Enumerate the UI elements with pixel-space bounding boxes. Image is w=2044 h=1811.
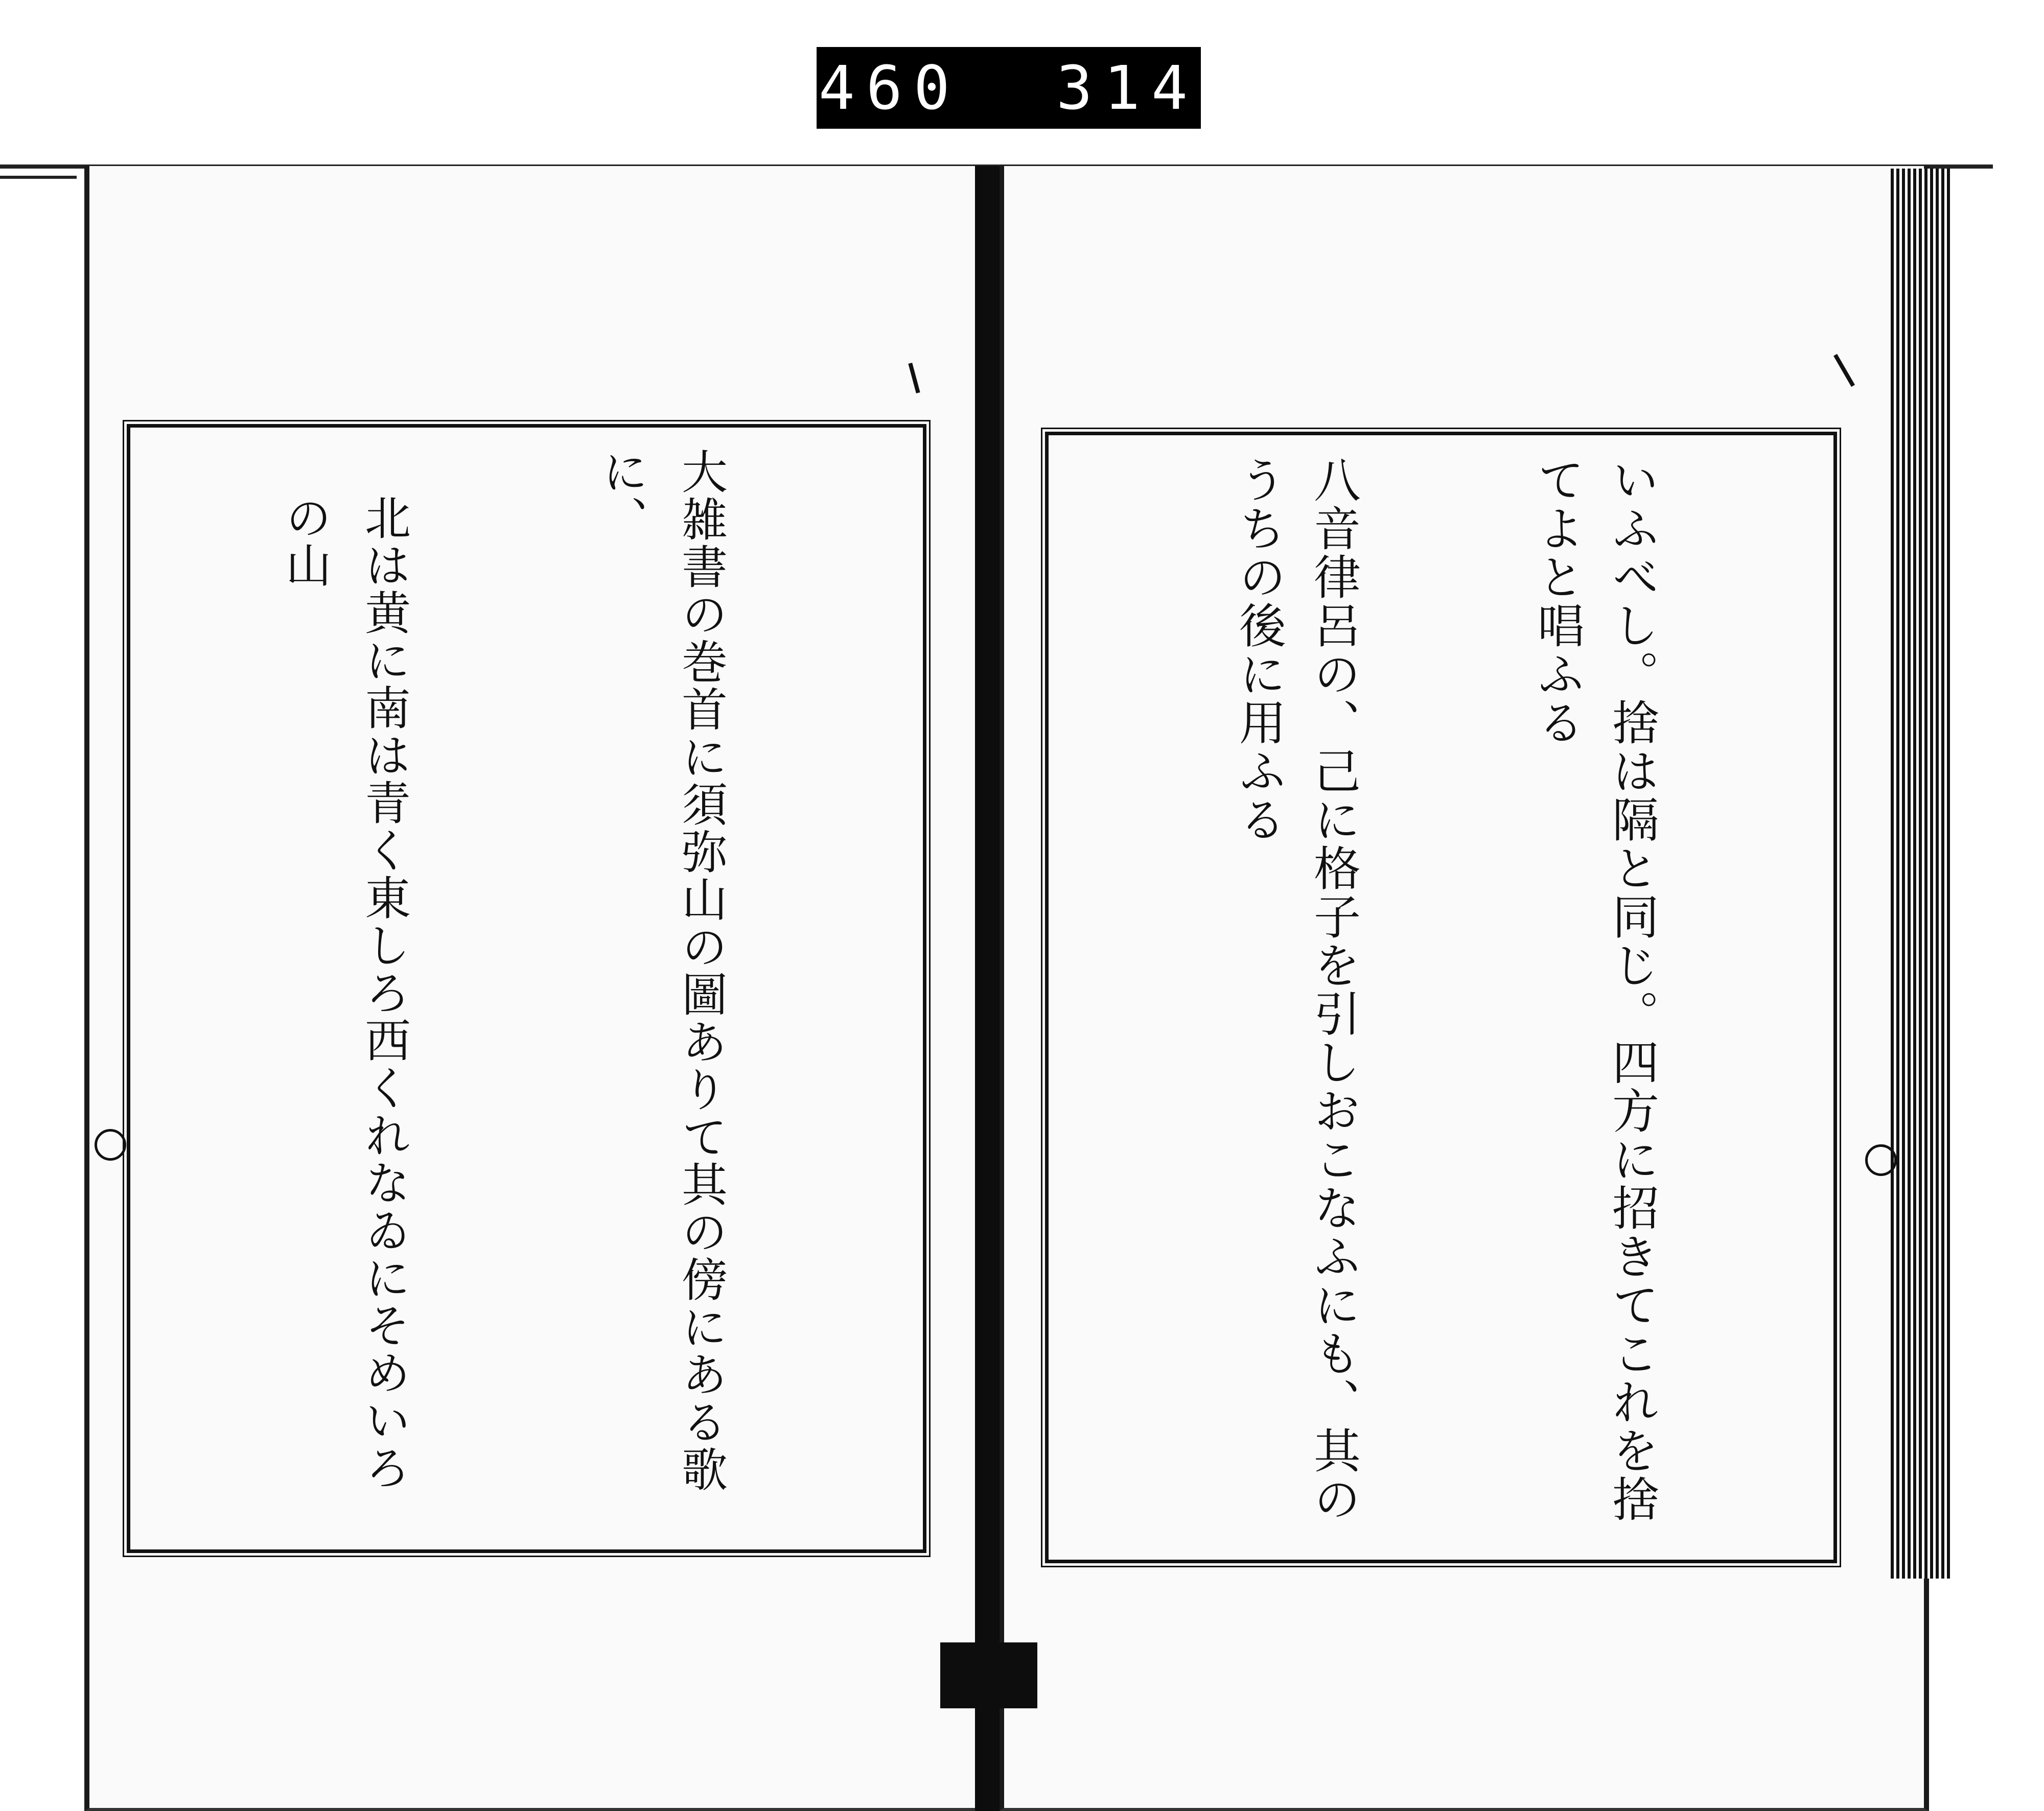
gutter-foot bbox=[940, 1642, 1037, 1708]
book-gutter bbox=[975, 166, 1000, 1811]
right-text-body bbox=[1064, 456, 1818, 1539]
left-text-body bbox=[155, 448, 898, 1529]
book-fore-edge bbox=[1891, 169, 1952, 1579]
text-column bbox=[1064, 456, 1072, 1539]
left-text-frame bbox=[127, 424, 926, 1553]
catalog-label bbox=[817, 47, 1201, 129]
text-column: 北は黄に南は青く東しろ西くれなゐにそめいろの山 bbox=[277, 494, 410, 1492]
catalog-label-text: 460 314 bbox=[818, 53, 1199, 123]
folio-mark-left bbox=[95, 1129, 126, 1161]
text-column: 八音律呂の、己に格子を引しおこなふにも、其のうちの後に用ふる bbox=[1232, 456, 1361, 1523]
folio-mark-right bbox=[1865, 1144, 1897, 1176]
text-column: いふべし。捨は隔と同じ。四方に招きてこれを捨てよと唱ふる bbox=[1530, 456, 1659, 1523]
text-column: 大雑書の巻首に須弥山の圖ありて其の傍にある歌に、 bbox=[594, 448, 727, 1493]
left-edge-line bbox=[0, 176, 77, 179]
right-text-frame bbox=[1045, 432, 1837, 1563]
